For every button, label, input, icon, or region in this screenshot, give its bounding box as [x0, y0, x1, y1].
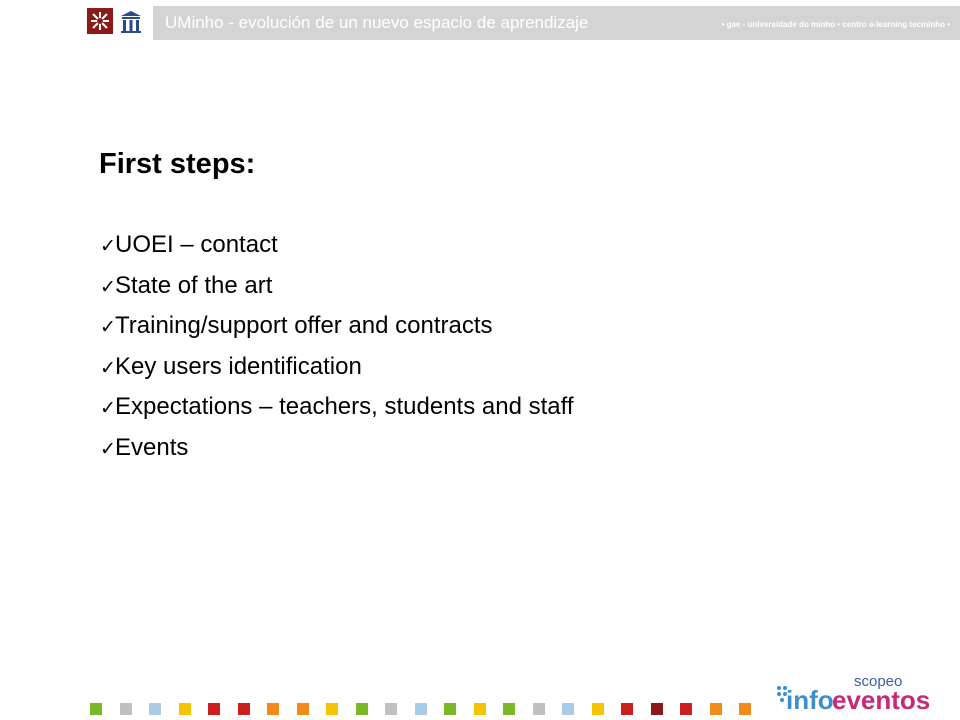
- checklist-item: [100, 267, 574, 308]
- decorative-square: [179, 703, 191, 715]
- checklist-item: [100, 348, 574, 389]
- checklist-item-label: Events: [115, 433, 189, 461]
- checklist-item-label: Expectations – teachers, students and staff: [115, 393, 574, 420]
- decorative-square: [90, 703, 102, 715]
- decorative-square: [326, 703, 338, 715]
- checklist-item: [100, 307, 574, 348]
- decorative-square: [149, 703, 161, 715]
- check-icon: ✓: [100, 357, 116, 379]
- decorative-square: [356, 703, 368, 715]
- decorative-square: [710, 703, 722, 715]
- decorative-square: [503, 703, 515, 715]
- check-icon: ✓: [100, 236, 116, 257]
- uminho-building-icon: [118, 8, 144, 34]
- check-icon: ✓: [100, 276, 116, 298]
- checklist-item-label: Training/support offer and contracts: [115, 312, 493, 339]
- decorative-square: [739, 703, 751, 715]
- uminho-cross-icon: [87, 8, 113, 34]
- checklist: [100, 226, 574, 469]
- brand-info: info: [786, 685, 834, 715]
- check-icon: ✓: [100, 398, 116, 419]
- infoeventos-logo: [776, 670, 931, 716]
- decorative-square: [621, 703, 633, 715]
- decorative-square: [385, 703, 397, 715]
- checklist-item-label: UOEI – contact: [115, 231, 278, 258]
- checklist-item: [100, 388, 574, 429]
- slide-heading: First steps:: [99, 148, 256, 180]
- decorative-square: [444, 703, 456, 715]
- header-title: UMinho - evolución de un nuevo espacio de aprendizaje: [165, 13, 589, 32]
- decorative-square: [238, 703, 250, 715]
- header-banner: [153, 6, 960, 40]
- checklist-item: [100, 226, 574, 267]
- decorative-square: [562, 703, 574, 715]
- decorative-square: [651, 703, 663, 715]
- header-subtitle: • gae - universidade do minho • centro e-learning tecminho •: [721, 20, 950, 29]
- checklist-item: [100, 429, 574, 470]
- decorative-square: [208, 703, 220, 715]
- decorative-square: [267, 703, 279, 715]
- check-icon: ✓: [100, 438, 116, 460]
- decorative-square: [474, 703, 486, 715]
- checklist-item-label: State of the art: [115, 271, 273, 299]
- decorative-square: [533, 703, 545, 715]
- decorative-square: [297, 703, 309, 715]
- brand-eventos: eventos: [832, 685, 931, 715]
- decorative-square: [680, 703, 692, 715]
- decorative-square: [592, 703, 604, 715]
- checklist-item-label: Key users identification: [115, 352, 362, 380]
- decorative-square: [120, 703, 132, 715]
- brand-scopeo: scopeo: [854, 673, 903, 690]
- decorative-square: [415, 703, 427, 715]
- check-icon: ✓: [100, 317, 116, 338]
